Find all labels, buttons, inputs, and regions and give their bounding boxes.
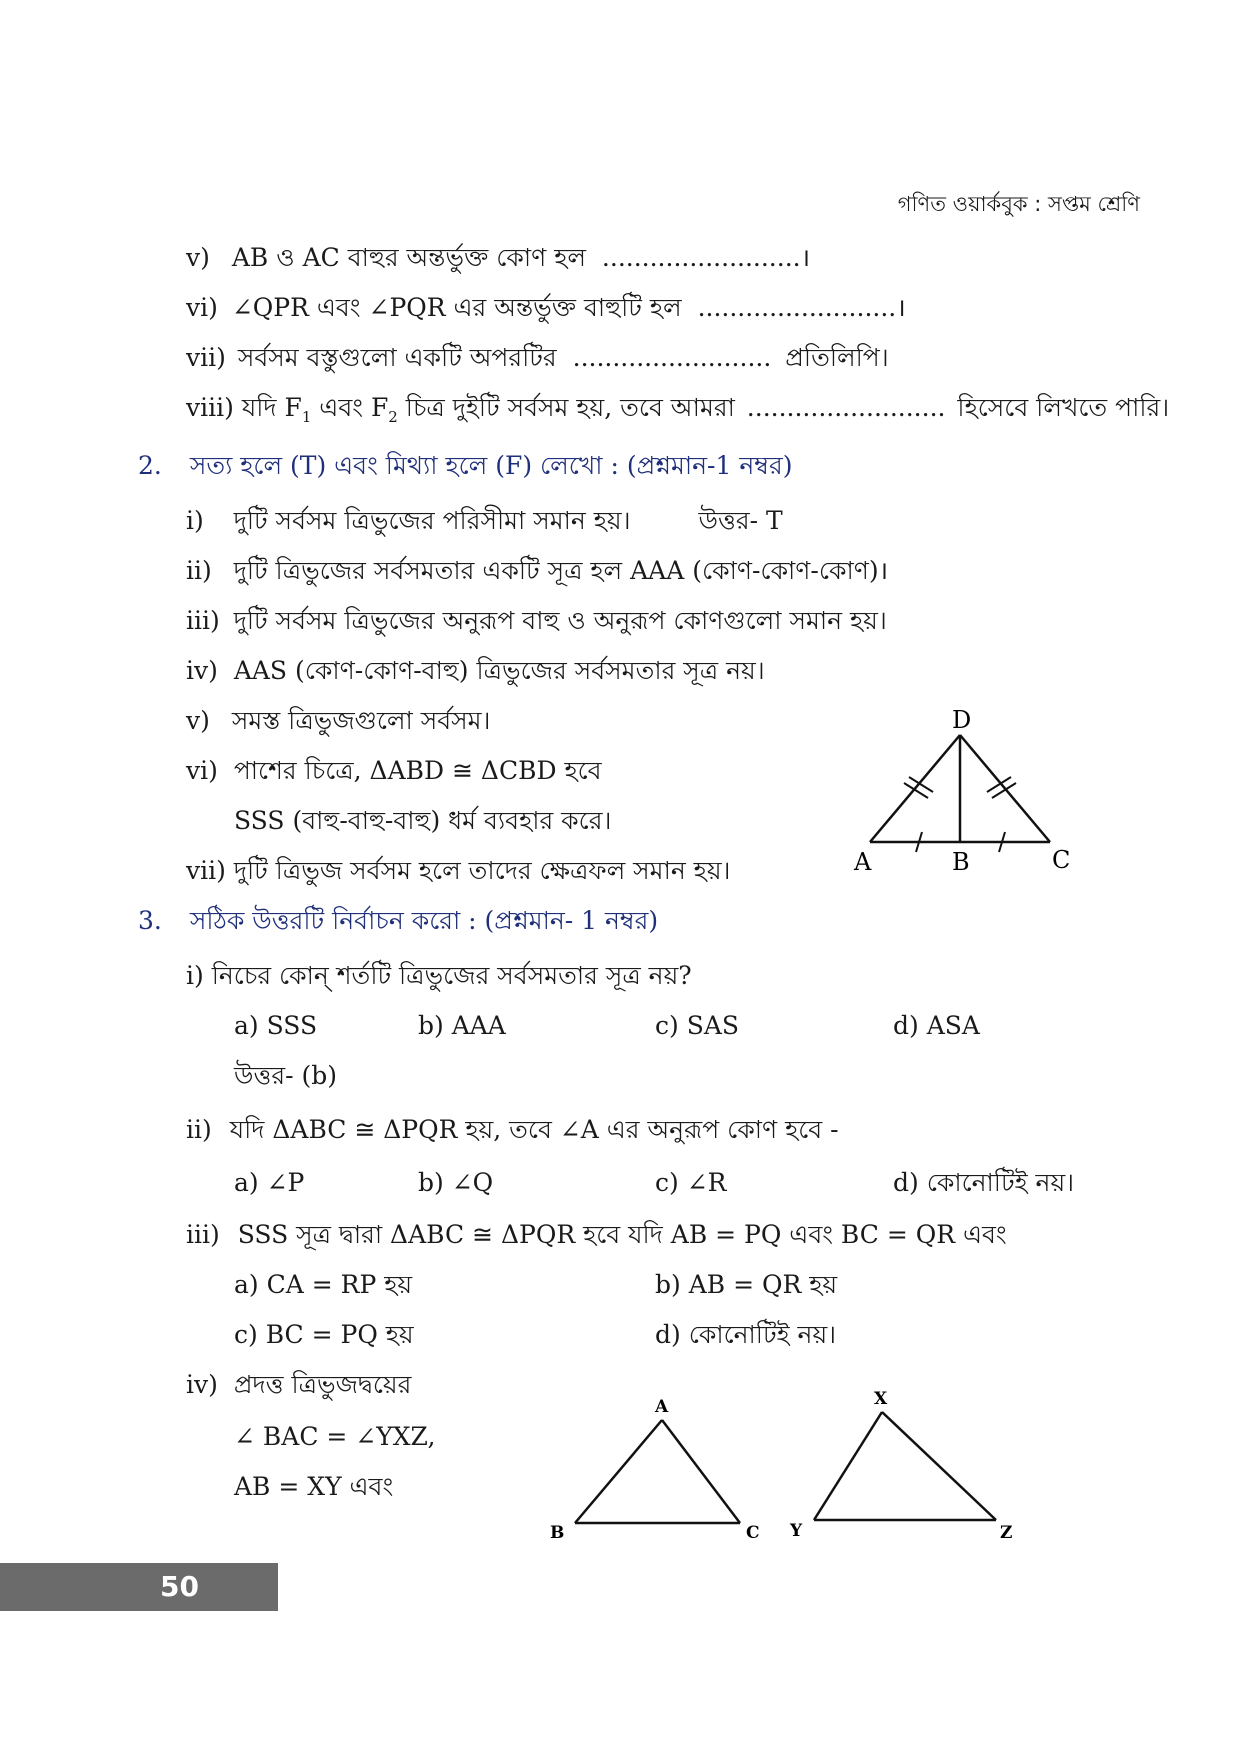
blank-dots: ......................... (746, 393, 946, 422)
page-number-box (0, 1563, 278, 1611)
item-number: vi) (186, 293, 218, 322)
item-end: হিসেবে লিখতে পারি। (957, 393, 1170, 422)
q2-item-i (186, 506, 783, 536)
blank-dots: ......................... (697, 293, 897, 322)
item-text: SSS (বাহু-বাহু-বাহু) ধর্ম ব্যবহার করে। (234, 806, 612, 835)
q3-i-option-d: d) ASA (893, 1011, 980, 1040)
fill-item-viii (186, 393, 1169, 432)
item-number: v) (186, 243, 210, 272)
side-ac (662, 1420, 740, 1523)
label-a: A (854, 848, 872, 876)
q2-item-vii (186, 856, 730, 886)
q3-item-ii (186, 1115, 839, 1145)
item-end: । (896, 293, 906, 322)
question-number: 2. (138, 451, 162, 480)
item-text: দুটি ত্রিভুজ সর্বসম হলে তাদের ক্ষেত্রফল সমান হয়। (233, 856, 731, 885)
item-text: যদি F (241, 393, 302, 422)
q3-heading (138, 906, 658, 936)
item-number: viii) (186, 393, 234, 422)
q3-ii-option-d: d) কোনোটিই নয়। (893, 1168, 1075, 1197)
item-number: ii) (186, 1115, 212, 1144)
item-number: iv) (186, 656, 218, 685)
item-number: i) (186, 961, 204, 990)
q3-item-iv (186, 1370, 411, 1400)
item-text: সর্বসম বস্তুগুলো একটি অপরটির (237, 343, 557, 372)
q2-item-iii (186, 606, 887, 636)
q2-item-vi (186, 756, 602, 786)
question-title: সত্য হলে (T) এবং মিথ্যা হলে (F) লেখো : (প্রশ্নমান-1 নম্বর) (189, 451, 793, 480)
label-a: A (655, 1397, 669, 1417)
label-x: X (874, 1390, 888, 1409)
item-text: দুটি সর্বসম ত্রিভুজের পরিসীমা সমান হয়। (233, 506, 631, 535)
item-number: ii) (186, 556, 212, 585)
item-number: vii) (186, 856, 226, 885)
answer: উত্তর- T (698, 506, 783, 535)
two-triangles-figure (540, 1390, 1030, 1545)
label-b: B (952, 848, 970, 876)
q2-item-iv (186, 656, 765, 686)
label-c: C (746, 1523, 760, 1543)
side-ad (870, 735, 960, 842)
q3-ii-option-c: c) ∠R (655, 1168, 727, 1197)
question-title: সঠিক উত্তরটি নির্বাচন করো : (প্রশ্নমান- 1 নম্বর) (189, 906, 659, 935)
q2-item-vi-cont (234, 806, 611, 836)
item-text: চিত্র দুইটি সর্বসম হয়, তবে আমরা (397, 393, 735, 422)
item-end: । (800, 243, 811, 272)
item-text: সমস্ত ত্রিভুজগুলো সর্বসম। (231, 706, 491, 735)
label-c: C (1052, 846, 1071, 874)
side-xz (882, 1412, 996, 1520)
item-number: vii) (186, 343, 226, 372)
q3-i-option-a: a) SSS (234, 1011, 318, 1040)
item-number: i) (186, 506, 204, 535)
label-d: D (952, 706, 972, 734)
item-text: এবং F (311, 393, 389, 422)
q3-item-i (186, 961, 692, 991)
side-xy (814, 1412, 882, 1520)
fill-item-v (186, 243, 810, 273)
label-b: B (550, 1523, 565, 1543)
item-text: AB ও AC বাহুর অন্তর্ভুক্ত কোণ হল (231, 243, 586, 272)
blank-dots: ......................... (572, 343, 772, 372)
item-number: iii) (186, 606, 220, 635)
q3-i-option-b: b) AAA (418, 1011, 506, 1040)
item-text: নিচের কোন্ শর্তটি ত্রিভুজের সর্বসমতার সূত্র নয়? (211, 961, 692, 990)
item-number: vi) (186, 756, 218, 785)
q3-ii-option-a: a) ∠P (234, 1168, 305, 1197)
item-number: iii) (186, 1220, 220, 1249)
label-y: Y (790, 1521, 803, 1541)
q3-iv-line3: AB = XY এবং (234, 1472, 394, 1501)
item-end: প্রতিলিপি। (785, 343, 889, 372)
q3-item-iii (186, 1220, 1007, 1250)
item-text: ∠QPR এবং ∠PQR এর অন্তর্ভুক্ত বাহুটি হল (231, 293, 682, 322)
side-ab (575, 1420, 662, 1523)
item-text: পাশের চিত্রে, ΔABD ≅ ΔCBD হবে (233, 756, 602, 785)
fill-item-vii (186, 343, 889, 373)
subscript: 1 (301, 408, 312, 426)
item-number: v) (186, 706, 210, 735)
question-number: 3. (138, 906, 162, 935)
page-number: 50 (160, 1570, 199, 1603)
q3-iii-option-d: d) কোনোটিই নয়। (655, 1320, 837, 1349)
q2-item-ii (186, 556, 888, 586)
fill-item-vi (186, 293, 906, 323)
q3-i-answer: উত্তর- (b) (234, 1061, 338, 1090)
item-number: iv) (186, 1370, 218, 1399)
q3-iii-option-b: b) AB = QR হয় (655, 1270, 838, 1299)
subscript: 2 (388, 408, 398, 426)
item-text: SSS সূত্র দ্বারা ΔABC ≅ ΔPQR হবে যদি AB = PQ এবং BC = QR এবং (237, 1220, 1007, 1249)
label-z: Z (1000, 1523, 1013, 1543)
item-text: দুটি ত্রিভুজের সর্বসমতার একটি সূত্র হল AAA (কোণ-কোণ-কোণ)। (233, 556, 889, 585)
q2-heading (138, 451, 793, 481)
item-text: যদি ΔABC ≅ ΔPQR হয়, তবে ∠A এর অনুরূপ কোণ হবে - (229, 1115, 839, 1144)
q3-iii-option-c: c) BC = PQ হয় (234, 1320, 414, 1349)
q2-item-v (186, 706, 491, 736)
q3-iv-line2: ∠ BAC = ∠YXZ, (234, 1422, 436, 1451)
item-text: দুটি সর্বসম ত্রিভুজের অনুরূপ বাহু ও অনুরূপ কোণগুলো সমান হয়। (233, 606, 887, 635)
q3-iii-option-a: a) CA = RP হয় (234, 1270, 413, 1299)
q3-ii-option-b: b) ∠Q (418, 1168, 494, 1197)
side-cd (960, 735, 1050, 842)
item-text: প্রদত্ত ত্রিভুজদ্বয়ের (233, 1370, 412, 1399)
blank-dots: ......................... (601, 243, 801, 272)
q3-i-option-c: c) SAS (655, 1011, 740, 1040)
triangle-abd-cbd-figure (850, 705, 1080, 885)
page-header: গণিত ওয়ার্কবুক : সপ্তম শ্রেণি (897, 192, 1140, 216)
item-text: AAS (কোণ-কোণ-বাহু) ত্রিভুজের সর্বসমতার সূত্র নয়। (233, 656, 765, 685)
